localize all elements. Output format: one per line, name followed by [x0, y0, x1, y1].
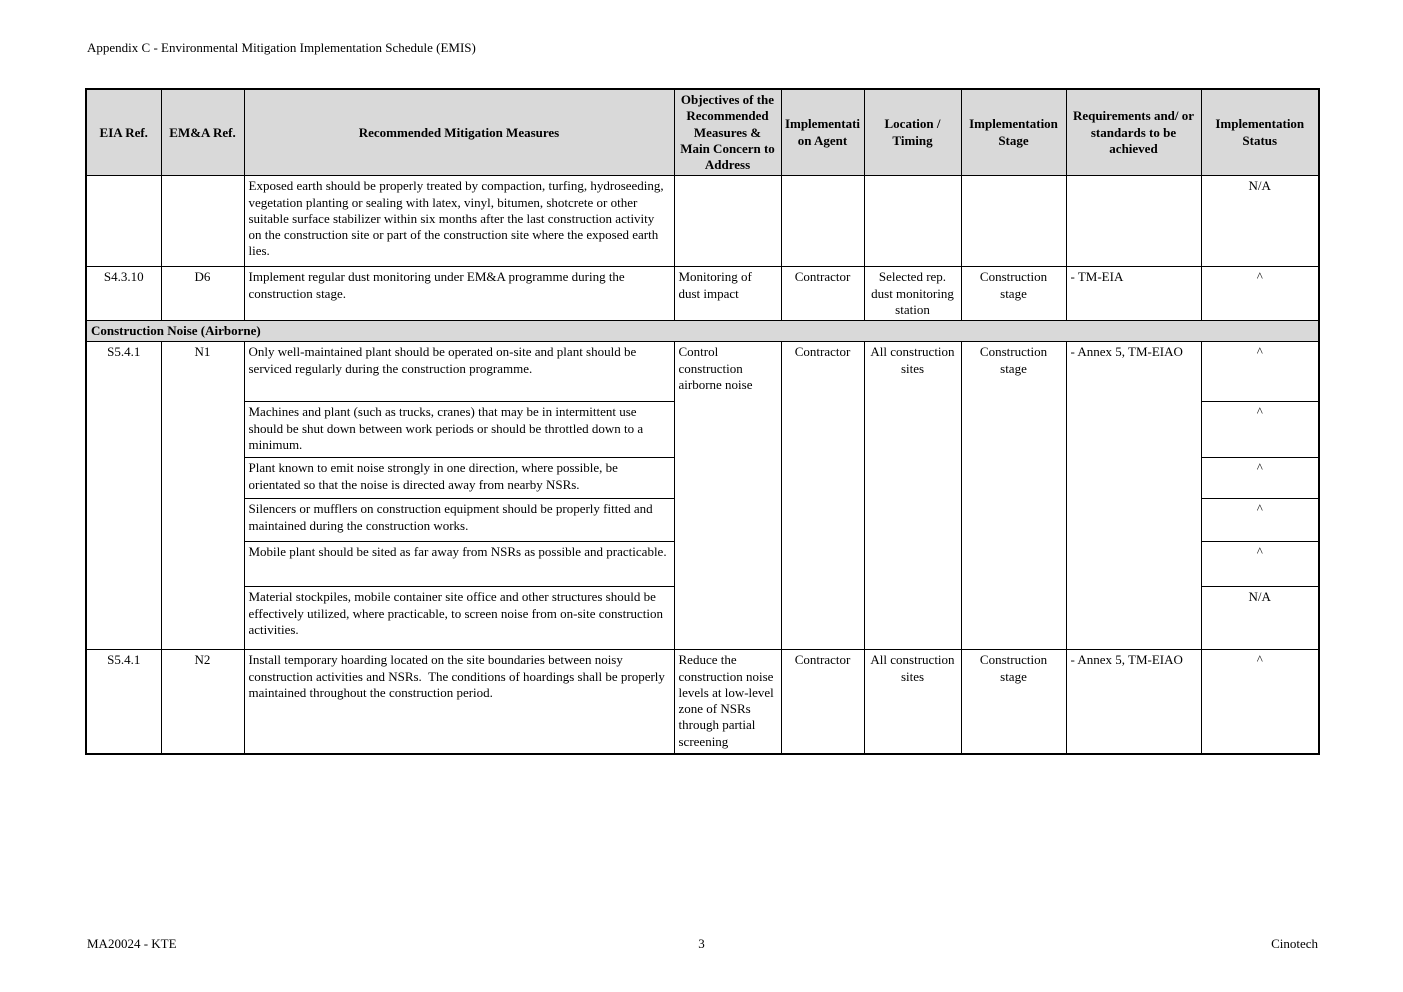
ema-ref-cell: D6	[161, 267, 244, 321]
stage-cell	[961, 176, 1066, 267]
status-cell: N/A	[1201, 587, 1319, 650]
measure-cell: Mobile plant should be sited as far away from NSRs as possible and practicable.	[244, 542, 674, 587]
location-cell	[864, 176, 961, 267]
ema-ref-cell	[161, 176, 244, 267]
requirements-cell: - TM-EIA	[1066, 267, 1201, 321]
measure-cell: Plant known to emit noise strongly in one direction, where possible, be orientated so that the noise is directed away from nearby NSRs.	[244, 458, 674, 499]
table-row	[86, 267, 1319, 321]
measure-cell: Machines and plant (such as trucks, cranes) that may be in intermittent use should be shut down between work periods or should be throttled down to a minimum.	[244, 402, 674, 458]
status-cell: ^	[1201, 342, 1319, 402]
stage-cell: Construction stage	[961, 650, 1066, 754]
status-cell: ^	[1201, 499, 1319, 542]
col-header-location-timing: Location / Timing	[864, 89, 961, 176]
eia-ref-cell: S5.4.1	[86, 650, 161, 754]
status-cell: ^	[1201, 402, 1319, 458]
footer-project-code: MA20024 - KTE	[87, 936, 177, 951]
col-header-ema-ref: EM&A Ref.	[161, 89, 244, 176]
agent-cell	[781, 176, 864, 267]
stage-cell: Construction stage	[961, 267, 1066, 321]
table-row	[86, 342, 1319, 402]
stage-cell: Construction stage	[961, 342, 1066, 650]
objective-cell: Monitoring of dust impact	[674, 267, 781, 321]
col-header-stage: Implementation Stage	[961, 89, 1066, 176]
ema-ref-cell: N2	[161, 650, 244, 754]
emis-table	[85, 88, 1320, 755]
ema-ref-cell: N1	[161, 342, 244, 650]
measure-cell: Silencers or mufflers on construction equipment should be properly fitted and maintained during the construction works.	[244, 499, 674, 542]
status-cell: ^	[1201, 458, 1319, 499]
col-header-status: Implementation Status	[1201, 89, 1319, 176]
status-cell: ^	[1201, 267, 1319, 321]
requirements-cell: - Annex 5, TM-EIAO	[1066, 650, 1201, 754]
footer-page-number: 3	[698, 936, 705, 951]
objective-cell: Control construction airborne noise	[674, 342, 781, 650]
measure-cell: Implement regular dust monitoring under EM&A programme during the construction stage.	[244, 267, 674, 321]
status-cell: ^	[1201, 542, 1319, 587]
agent-cell: Contractor	[781, 342, 864, 650]
col-header-requirements: Requirements and/ or standards to be achieved	[1066, 89, 1201, 176]
measure-cell: Material stockpiles, mobile container site office and other structures should be effectively utilized, where practicable, to screen noise from on-site construction activities.	[244, 587, 674, 650]
status-cell: ^	[1201, 650, 1319, 754]
col-header-agent: Implementation Agent	[781, 89, 864, 176]
page-title: Appendix C - Environmental Mitigation Implementation Schedule (EMIS)	[87, 40, 476, 55]
requirements-cell	[1066, 176, 1201, 267]
col-header-eia-ref: EIA Ref.	[86, 89, 161, 176]
measure-cell: Install temporary hoarding located on the site boundaries between noisy construction activities and NSRs. The conditions of hoardings shall be properly maintained throughout the construction period.	[244, 650, 674, 754]
objective-cell: Reduce the construction noise levels at low-level zone of NSRs through partial screening	[674, 650, 781, 754]
measure-cell: Only well-maintained plant should be operated on-site and plant should be serviced regularly during the construction programme.	[244, 342, 674, 402]
requirements-cell: - Annex 5, TM-EIAO	[1066, 342, 1201, 650]
agent-cell: Contractor	[781, 650, 864, 754]
section-title: Construction Noise (Airborne)	[86, 321, 1319, 342]
measure-cell: Exposed earth should be properly treated by compaction, turfing, hydroseeding, vegetation planting or sealing with latex, vinyl, bitumen, shotcrete or other suitable surface stabilizer within six months after the last construction activity on the construction site or part of the construction site where the exposed earth lies.	[244, 176, 674, 267]
col-header-objectives: Objectives of the Recommended Measures & Main Concern to Address	[674, 89, 781, 176]
agent-cell: Contractor	[781, 267, 864, 321]
eia-ref-cell: S5.4.1	[86, 342, 161, 650]
table-row	[86, 650, 1319, 754]
status-cell: N/A	[1201, 176, 1319, 267]
footer-company: Cinotech	[1271, 936, 1318, 951]
eia-ref-cell	[86, 176, 161, 267]
location-cell: Selected rep. dust monitoring station	[864, 267, 961, 321]
eia-ref-cell: S4.3.10	[86, 267, 161, 321]
section-header-row	[86, 321, 1319, 342]
table-row	[86, 176, 1319, 267]
location-cell: All construction sites	[864, 650, 961, 754]
col-header-measures: Recommended Mitigation Measures	[244, 89, 674, 176]
objective-cell	[674, 176, 781, 267]
table-header-row	[86, 89, 1319, 176]
location-cell: All construction sites	[864, 342, 961, 650]
